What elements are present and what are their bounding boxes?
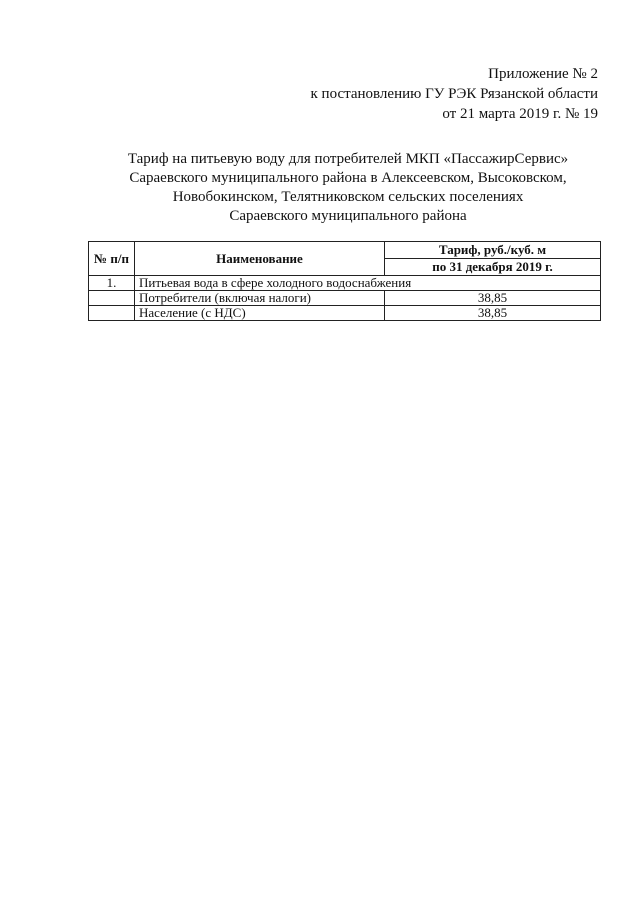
table-row <box>89 306 601 321</box>
row-name: Население (с НДС) <box>135 306 385 321</box>
table-header-row <box>89 242 601 259</box>
row-value: 38,85 <box>385 306 601 321</box>
title-line-1: Тариф на питьевую воду для потребителей МКП «ПассажирСервис» <box>127 151 569 167</box>
table-row <box>89 291 601 306</box>
document-title <box>92 150 604 226</box>
row-number-empty <box>89 291 135 306</box>
row-number-empty <box>89 306 135 321</box>
section-number: 1. <box>89 276 135 291</box>
annex-reference: к постановлению ГУ РЭК Рязанской области <box>310 86 598 102</box>
header-name: Наименование <box>135 242 385 276</box>
row-name: Потребители (включая налоги) <box>135 291 385 306</box>
section-name: Питьевая вода в сфере холодного водоснабжения <box>135 276 601 291</box>
title-line-4: Сараевского муниципального района <box>229 208 467 224</box>
title-line-2: Сараевского муниципального района в Алексеевском, Высоковском, <box>129 170 567 186</box>
table-row <box>89 276 601 291</box>
annex-header <box>311 64 598 124</box>
header-tariff-period: по 31 декабря 2019 г. <box>385 259 601 276</box>
tariff-table <box>88 241 601 321</box>
header-number: № п/п <box>89 242 135 276</box>
title-line-3: Новобокинском, Телятниковском сельских поселениях <box>172 189 524 205</box>
header-tariff: Тариф, руб./куб. м <box>385 242 601 259</box>
row-value: 38,85 <box>385 291 601 306</box>
annex-number: Приложение № 2 <box>488 66 598 82</box>
annex-date: от 21 марта 2019 г. № 19 <box>442 106 598 122</box>
